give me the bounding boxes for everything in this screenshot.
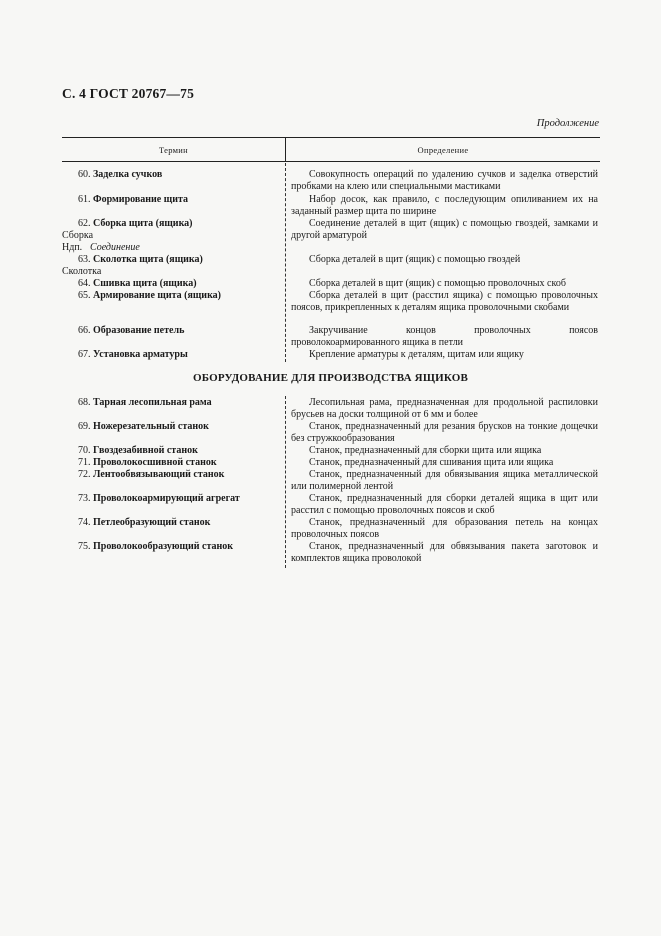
definition-cell: Станок, предназначенный для обвязывания пакета заготовок и комплектов ящика проволокой	[291, 541, 598, 564]
column-divider-part1	[285, 163, 286, 362]
continuation-label: Продолжение	[536, 118, 599, 129]
term-cell: 70. Гвоздезабивной станок	[78, 445, 198, 456]
ndp-prefix: Ндп.	[62, 242, 83, 253]
column-header-term: Термин	[158, 145, 189, 155]
column-header-definition: Определение	[417, 145, 469, 155]
definition-cell: Сборка деталей в щит (ящик) с помощью проволочных скоб	[309, 278, 566, 289]
section-heading: ОБОРУДОВАНИЕ ДЛЯ ПРОИЗВОДСТВА ЯЩИКОВ	[192, 372, 469, 384]
table-header-rule	[62, 161, 600, 162]
term-cell: 74. Петлеобразующий станок	[78, 517, 211, 528]
term-cell: 64. Сшивка щита (ящика)	[78, 278, 197, 289]
definition-cell: Станок, предназначенный для сборки щита или ящика	[309, 445, 542, 456]
definition-cell: Сборка деталей в щит (ящик) с помощью гвоздей	[309, 254, 521, 265]
synonym-term: Сборка	[62, 230, 94, 241]
table-top-rule	[62, 137, 600, 138]
definition-cell: Станок, предназначенный для обвязывания ящика металлической или полимерной лентой	[291, 469, 598, 492]
definition-cell: Станок, предназначенный для сшивания щита или ящика	[309, 457, 554, 468]
definition-cell: Станок, предназначенный для образования петель на концах проволочных поясов	[291, 517, 598, 540]
definition-cell: Лесопильная рама, предназначенная для продольной распиловки брусьев на доски толщиной от 6 мм и более	[291, 397, 598, 420]
term-cell: 75. Проволокообразующий станок	[78, 541, 234, 552]
term-cell: 63. Сколотка щита (ящика)	[78, 254, 203, 265]
term-cell: 60. Заделка сучков	[78, 169, 163, 180]
term-cell: 65. Армирование щита (ящика)	[78, 290, 222, 301]
definition-cell: Станок, предназначенный для сборки деталей ящика в щит или расстил с помощью проволочных поясов и скоб	[291, 493, 598, 516]
term-cell: 62. Сборка щита (ящика)	[78, 218, 193, 229]
synonym-term: Сколотка	[62, 266, 102, 277]
definition-cell: Сборка деталей в щит (расстил ящика) с помощью проволочных поясов, прикрепленных к деталям ящика проволочными скобами	[291, 290, 598, 313]
definition-cell: Станок, предназначенный для резания брусков на тонкие дощечки без стружкообразования	[291, 421, 598, 444]
definition-cell: Набор досок, как правило, с последующим опиливанием их на заданный размер щита по ширине	[291, 194, 598, 217]
term-cell: 72. Лентообвязывающий станок	[78, 469, 225, 480]
term-cell: 73. Проволокоармирующий агрегат	[78, 493, 240, 504]
definition-cell: Закручивание концов проволочных поясов проволокоармированного ящика в петли	[291, 325, 598, 348]
term-cell: 68. Тарная лесопильная рама	[78, 397, 212, 408]
term-cell: 71. Проволокосшивной станок	[78, 457, 217, 468]
term-cell: 69. Ножерезательный станок	[78, 421, 209, 432]
column-divider-part2	[285, 396, 286, 568]
definition-cell: Крепление арматуры к деталям, щитам или ящику	[309, 349, 524, 360]
definition-cell: Соединение деталей в щит (ящик) с помощью гвоздей, замками и другой арматурой	[291, 218, 598, 241]
term-cell: 67. Установка арматуры	[78, 349, 188, 360]
term-cell: 66. Образование петель	[78, 325, 185, 336]
definition-cell: Совокупность операций по удалению сучков и заделка отверстий пробками на клею или специальными мастиками	[291, 169, 598, 192]
term-cell: 61. Формирование щита	[78, 194, 188, 205]
page-header-title: С. 4 ГОСТ 20767—75	[62, 86, 195, 101]
nonrecommended-term: Соединение	[90, 242, 140, 253]
